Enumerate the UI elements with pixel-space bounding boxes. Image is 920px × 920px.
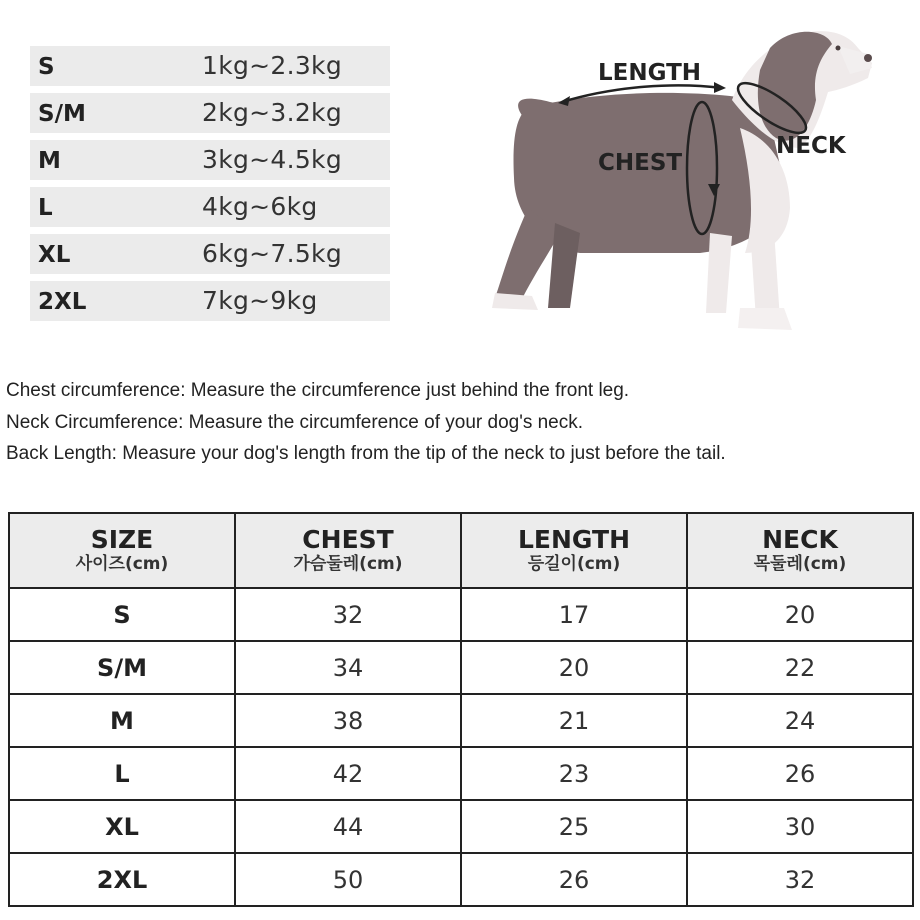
chest-cell: 50 bbox=[235, 853, 461, 906]
length-cell: 20 bbox=[461, 641, 687, 694]
weight-size-label: 2XL bbox=[38, 289, 87, 315]
table-row bbox=[9, 800, 913, 853]
header-neck bbox=[687, 513, 913, 588]
chest-cell: 38 bbox=[235, 694, 461, 747]
weight-row bbox=[30, 140, 390, 180]
length-cell: 25 bbox=[461, 800, 687, 853]
header-main: NECK bbox=[762, 524, 838, 554]
header-chest bbox=[235, 513, 461, 588]
weight-size-label: M bbox=[38, 148, 61, 174]
weight-range: 2kg~3.2kg bbox=[202, 98, 343, 127]
header-length bbox=[461, 513, 687, 588]
neck-cell: 32 bbox=[687, 853, 913, 906]
weight-row bbox=[30, 281, 390, 321]
size-cell: L bbox=[9, 747, 235, 800]
weight-size-label: S bbox=[38, 54, 55, 80]
weight-range: 3kg~4.5kg bbox=[202, 145, 343, 174]
header-main: CHEST bbox=[302, 524, 394, 554]
length-instruction: Back Length: Measure your dog's length from the tip of the neck to just before the tail. bbox=[6, 443, 726, 464]
measurement-instructions bbox=[6, 378, 906, 473]
header-sub: 가슴둘레(cm) bbox=[293, 553, 403, 574]
length-arrow-head-right bbox=[714, 82, 726, 93]
size-cell: M bbox=[9, 694, 235, 747]
neck-cell: 26 bbox=[687, 747, 913, 800]
table-row bbox=[9, 641, 913, 694]
weight-row bbox=[30, 187, 390, 227]
weight-range: 7kg~9kg bbox=[202, 286, 318, 315]
header-main: LENGTH bbox=[518, 524, 630, 554]
weight-size-label: L bbox=[38, 195, 53, 221]
header-sub: 목둘레(cm) bbox=[753, 553, 847, 574]
weight-row bbox=[30, 234, 390, 274]
size-cell: S bbox=[9, 588, 235, 641]
size-table bbox=[8, 512, 914, 907]
size-table-header bbox=[9, 513, 913, 588]
neck-cell: 20 bbox=[687, 588, 913, 641]
length-cell: 21 bbox=[461, 694, 687, 747]
weight-range: 6kg~7.5kg bbox=[202, 239, 343, 268]
chest-cell: 42 bbox=[235, 747, 461, 800]
table-row bbox=[9, 694, 913, 747]
length-cell: 17 bbox=[461, 588, 687, 641]
neck-cell: 30 bbox=[687, 800, 913, 853]
weight-range: 4kg~6kg bbox=[202, 192, 318, 221]
neck-cell: 24 bbox=[687, 694, 913, 747]
chest-label: CHEST bbox=[598, 150, 683, 176]
chest-instruction: Chest circumference: Measure the circumference just behind the front leg. bbox=[6, 380, 630, 401]
header-sub: 사이즈(cm) bbox=[75, 553, 169, 574]
size-cell: 2XL bbox=[9, 853, 235, 906]
weight-size-label: XL bbox=[38, 242, 71, 268]
chest-cell: 32 bbox=[235, 588, 461, 641]
weight-size-label: S/M bbox=[38, 101, 86, 127]
header-size bbox=[9, 513, 235, 588]
length-cell: 23 bbox=[461, 747, 687, 800]
weight-row bbox=[30, 93, 390, 133]
table-row bbox=[9, 747, 913, 800]
neck-instruction: Neck Circumference: Measure the circumference of your dog's neck. bbox=[6, 411, 584, 433]
length-cell: 26 bbox=[461, 853, 687, 906]
length-label: LENGTH bbox=[598, 60, 702, 86]
header-main: SIZE bbox=[90, 524, 154, 554]
neck-label: NECK bbox=[776, 133, 846, 159]
weight-row bbox=[30, 46, 390, 86]
table-row bbox=[9, 853, 913, 906]
header-sub: 등길이(cm) bbox=[527, 553, 621, 574]
chest-cell: 44 bbox=[235, 800, 461, 853]
size-cell: XL bbox=[9, 800, 235, 853]
size-cell: S/M bbox=[9, 641, 235, 694]
table-row bbox=[9, 588, 913, 641]
neck-cell: 22 bbox=[687, 641, 913, 694]
chest-cell: 34 bbox=[235, 641, 461, 694]
dog-measurement-figure bbox=[440, 8, 910, 338]
weight-range: 1kg~2.3kg bbox=[202, 51, 343, 80]
weight-chart bbox=[30, 46, 390, 328]
